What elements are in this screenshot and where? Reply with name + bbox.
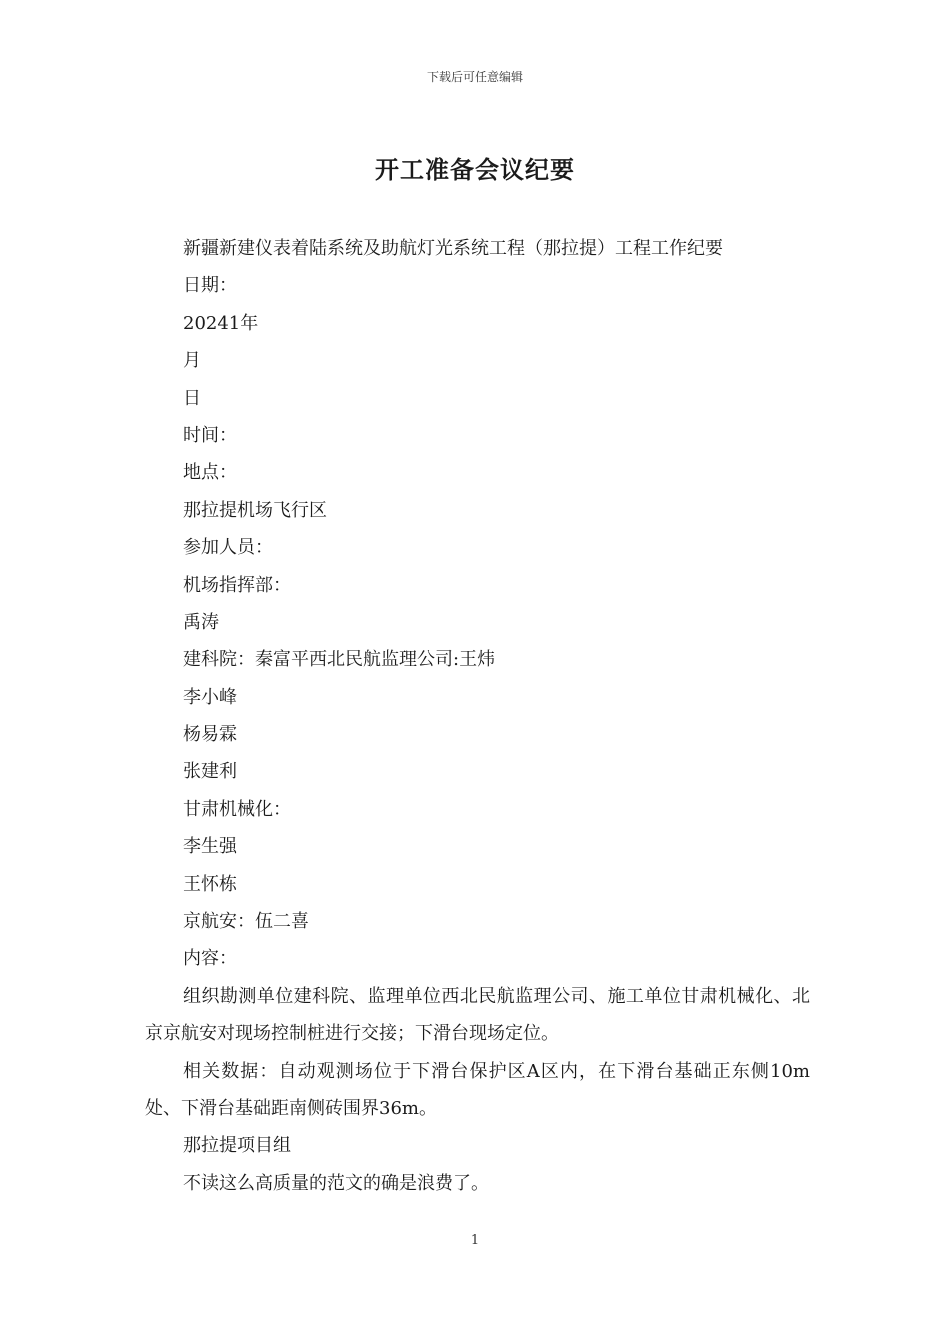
document-subtitle: 新疆新建仪表着陆系统及助航灯光系统工程（那拉提）工程工作纪要 <box>183 238 723 259</box>
document-body <box>145 230 810 1202</box>
attendee-name: 杨易霖 <box>183 724 237 746</box>
content-paragraph: 组织勘测单位建科院、监理单位西北民航监理公司、施工单位甘肃机械化、北京京航安对现场控制桩进行交接；下滑台现场定位。 <box>145 985 810 1045</box>
attendee-group-airport: 机场指挥部： <box>183 574 291 596</box>
content-label: 内容： <box>183 948 237 970</box>
date-month: 月 <box>183 350 201 372</box>
attendee-group-jinghangan: 京航安：伍二喜 <box>183 911 309 933</box>
attendees-label: 参加人员： <box>183 537 273 559</box>
closing-remark: 不读这么高质量的范文的确是浪费了。 <box>183 1172 489 1194</box>
attendee-name: 李小峰 <box>183 686 237 708</box>
page-number: 1 <box>470 1233 480 1248</box>
attendee-name: 禹涛 <box>183 611 219 633</box>
date-label: 日期： <box>183 275 237 297</box>
attendee-group-gansu: 甘肃机械化： <box>183 798 291 820</box>
date-day: 日 <box>183 387 201 409</box>
attendee-group-institute: 建科院：秦富平西北民航监理公司:王炜 <box>183 649 496 671</box>
attendee-name: 王怀栋 <box>183 873 237 895</box>
attendee-name: 张建利 <box>183 761 237 783</box>
time-label: 时间： <box>183 424 237 446</box>
location-value: 那拉提机场飞行区 <box>183 499 327 521</box>
location-label: 地点： <box>183 462 237 484</box>
project-group-signature: 那拉提项目组 <box>183 1135 291 1157</box>
data-paragraph: 相关数据：自动观测场位于下滑台保护区A区内，在下滑台基础正东侧10m处、下滑台基础距南侧砖围界36m。 <box>145 1060 810 1120</box>
document-title: 开工准备会议纪要 <box>375 156 575 184</box>
page-header: 下载后可任意编辑 <box>426 70 523 84</box>
attendee-name: 李生强 <box>183 836 237 858</box>
date-year: 20241年 <box>183 312 259 334</box>
